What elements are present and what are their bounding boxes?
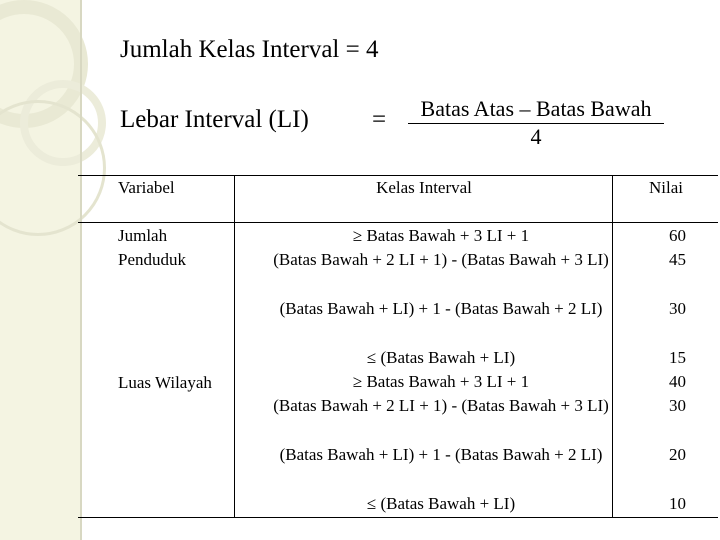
nilai-cell: 60: [669, 226, 686, 245]
nilai-cell: 15: [669, 348, 686, 367]
table-border-top: [78, 175, 718, 176]
variable-jumlah-penduduk: Jumlah Penduduk: [118, 226, 186, 269]
fraction: [408, 96, 664, 150]
nilai-cell: 30: [669, 396, 686, 415]
side-divider: [80, 0, 82, 540]
nilai-cell: 10: [669, 494, 686, 513]
kelas-cell: (Batas Bawah + LI) + 1 - (Batas Bawah + 2 LI): [279, 445, 603, 464]
kelas-cell: (Batas Bawah + LI) + 1 - (Batas Bawah + 2 LI): [279, 299, 603, 318]
header-kelas-interval: Kelas Interval: [376, 178, 472, 197]
kelas-cell: (Batas Bawah + 2 LI + 1) - (Batas Bawah + 3 LI): [273, 396, 609, 415]
header-nilai: Nilai: [649, 178, 683, 197]
variable-luas-wilayah: Luas Wilayah: [118, 373, 212, 392]
kelas-cell: ≤ (Batas Bawah + LI): [366, 494, 516, 513]
nilai-cell: 20: [669, 445, 686, 464]
equals-sign: =: [372, 106, 387, 133]
kelas-cell: ≥ Batas Bawah + 3 LI + 1: [352, 372, 530, 391]
header-variabel: Variabel: [118, 178, 175, 197]
fraction-denominator: 4: [530, 124, 542, 149]
table-border-bottom: [78, 517, 718, 518]
lebar-interval-label: Lebar Interval (LI): [120, 106, 309, 133]
table-header-divider: [78, 222, 718, 223]
fraction-numerator: Batas Atas – Batas Bawah: [408, 96, 664, 124]
jumlah-kelas-text: Jumlah Kelas Interval = 4: [120, 36, 379, 63]
kelas-cell: (Batas Bawah + 2 LI + 1) - (Batas Bawah + 3 LI): [273, 250, 609, 269]
kelas-cell: ≤ (Batas Bawah + LI): [366, 348, 516, 367]
column-divider: [234, 175, 235, 518]
nilai-cell: 40: [669, 372, 686, 391]
kelas-cell: ≥ Batas Bawah + 3 LI + 1: [352, 226, 530, 245]
nilai-cell: 45: [669, 250, 686, 269]
nilai-cell: 30: [669, 299, 686, 318]
